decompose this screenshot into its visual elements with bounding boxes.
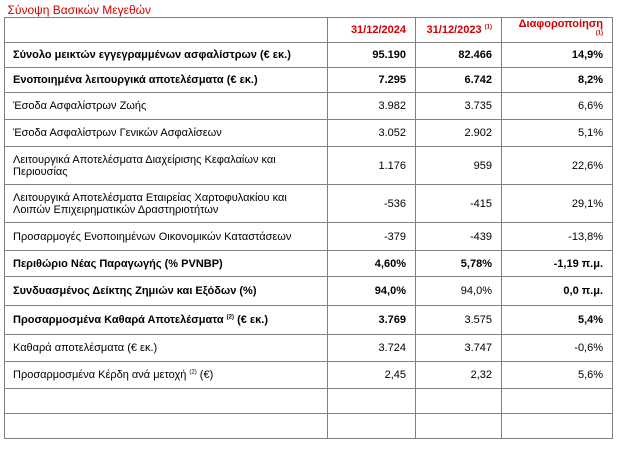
row-label: [5, 335, 328, 362]
value-change: 22,6%: [502, 147, 613, 185]
header-2023: [416, 18, 502, 43]
value-2024: 2,45: [328, 362, 416, 389]
table-row: [5, 223, 613, 251]
header-2024-label: 31/12/2024: [350, 24, 406, 36]
row-label-text: Περιθώριο Νέας Παραγωγής (% PVNBP): [13, 257, 223, 270]
row-label-text: Λειτουργικά Αποτελέσματα Διαχείρισης Κεφαλαίων και Περιουσίας: [13, 153, 276, 178]
value-2023: 82.466: [416, 43, 502, 68]
row-label: [5, 93, 328, 120]
header-change: [502, 18, 613, 43]
value-2023: -439: [416, 223, 502, 251]
value-change: 0,0 π.μ.: [502, 277, 613, 306]
value-change: 5,1%: [502, 120, 613, 147]
value-2023: 2.902: [416, 120, 502, 147]
summary-table: [4, 2, 613, 439]
value-2024: -379: [328, 223, 416, 251]
table-row: [5, 93, 613, 120]
row-label: [5, 185, 328, 223]
value-2024: 1.176: [328, 147, 416, 185]
value-change: 5,4%: [502, 306, 613, 335]
row-label: [5, 43, 328, 68]
header-row: [5, 18, 613, 43]
value-2023: 5,78%: [416, 251, 502, 277]
row-label-unit: (€): [196, 369, 214, 381]
value-2024: 3.724: [328, 335, 416, 362]
row-label-text: Προσαρμοσμένα Κέρδη ανά μετοχή: [13, 369, 187, 381]
row-label-text: Προσαρμογές Ενοποιημένων Οικονομικών Καταστάσεων: [13, 230, 292, 243]
value-2024: 3.769: [328, 306, 416, 335]
row-label-text: Ενοποιημένα λειτουργικά αποτελέσματα (€ εκ.): [13, 74, 258, 86]
value-2024: 95.190: [328, 43, 416, 68]
empty-cell: [416, 414, 502, 439]
row-label: [5, 120, 328, 147]
value-2023: 959: [416, 147, 502, 185]
row-label-text: Προσαρμοσμένα Καθαρά Αποτελέσματα: [13, 314, 224, 326]
table-row: [5, 43, 613, 68]
row-label-unit: (€ εκ.): [234, 314, 268, 326]
value-change: 14,9%: [502, 43, 613, 68]
row-label: [5, 223, 328, 251]
header-change-label: Διαφοροποίηση: [518, 18, 604, 30]
row-label: [5, 251, 328, 277]
row-footnote: (2): [226, 314, 235, 321]
header-2023-label: 31/12/2023: [426, 24, 482, 36]
table-row: [5, 251, 613, 277]
row-label: [5, 306, 328, 335]
value-2023: 3.575: [416, 306, 502, 335]
title-row: [5, 2, 613, 18]
row-label-text: Έσοδα Ασφαλίστρων Γενικών Ασφαλίσεων: [13, 127, 222, 139]
header-2023-note: (1): [484, 24, 492, 31]
table-row: [5, 306, 613, 335]
row-label: [5, 362, 328, 389]
table-row: [5, 277, 613, 306]
row-label-text: Έσοδα Ασφαλίστρων Ζωής: [13, 100, 147, 112]
table-row: [5, 335, 613, 362]
value-change: 29,1%: [502, 185, 613, 223]
value-change: -13,8%: [502, 223, 613, 251]
empty-cell: [502, 414, 613, 439]
value-2024: 3.982: [328, 93, 416, 120]
empty-row: [5, 414, 613, 439]
summary-table-container: [4, 2, 612, 439]
row-label-text: Καθαρά αποτελέσματα (€ εκ.): [13, 342, 158, 354]
value-2023: 3.735: [416, 93, 502, 120]
table-title: Σύνοψη Βασικών Μεγεθών: [5, 2, 613, 18]
value-2024: 4,60%: [328, 251, 416, 277]
table-row: [5, 185, 613, 223]
value-2024: -536: [328, 185, 416, 223]
empty-row: [5, 389, 613, 414]
value-change: -0,6%: [502, 335, 613, 362]
value-change: -1,19 π.μ.: [502, 251, 613, 277]
row-label: [5, 277, 328, 306]
empty-cell: [328, 389, 416, 414]
value-2023: 2,32: [416, 362, 502, 389]
value-2023: 3.747: [416, 335, 502, 362]
empty-cell: [5, 389, 328, 414]
table-row: [5, 147, 613, 185]
value-change: 8,2%: [502, 68, 613, 93]
empty-cell: [502, 389, 613, 414]
header-2024: [328, 18, 416, 43]
value-2023: -415: [416, 185, 502, 223]
row-label-text: Σύνολο μεικτών εγγεγραμμένων ασφαλίστρων (€ εκ.): [13, 49, 291, 61]
value-change: 5,6%: [502, 362, 613, 389]
header-empty-cell: [5, 18, 328, 43]
empty-cell: [5, 414, 328, 439]
value-2024: 94,0%: [328, 277, 416, 306]
value-2024: 3.052: [328, 120, 416, 147]
row-label: [5, 147, 328, 185]
empty-cell: [416, 389, 502, 414]
table-row: [5, 68, 613, 93]
row-label: [5, 68, 328, 93]
value-2024: 7.295: [328, 68, 416, 93]
header-change-note: (1): [595, 30, 604, 37]
value-2023: 6.742: [416, 68, 502, 93]
table-row: [5, 120, 613, 147]
empty-cell: [328, 414, 416, 439]
row-footnote: (2): [189, 369, 197, 376]
table-row: [5, 362, 613, 389]
value-change: 6,6%: [502, 93, 613, 120]
row-label-text: Συνδυασμένος Δείκτης Ζημιών και Εξόδων (%): [13, 285, 257, 297]
row-label-text: Λειτουργικά Αποτελέσματα Εταιρείας Χαρτοφυλακίου και Λοιπών Επιχειρηματικών Δραστηριοτήτων: [13, 191, 287, 216]
value-2023: 94,0%: [416, 277, 502, 306]
